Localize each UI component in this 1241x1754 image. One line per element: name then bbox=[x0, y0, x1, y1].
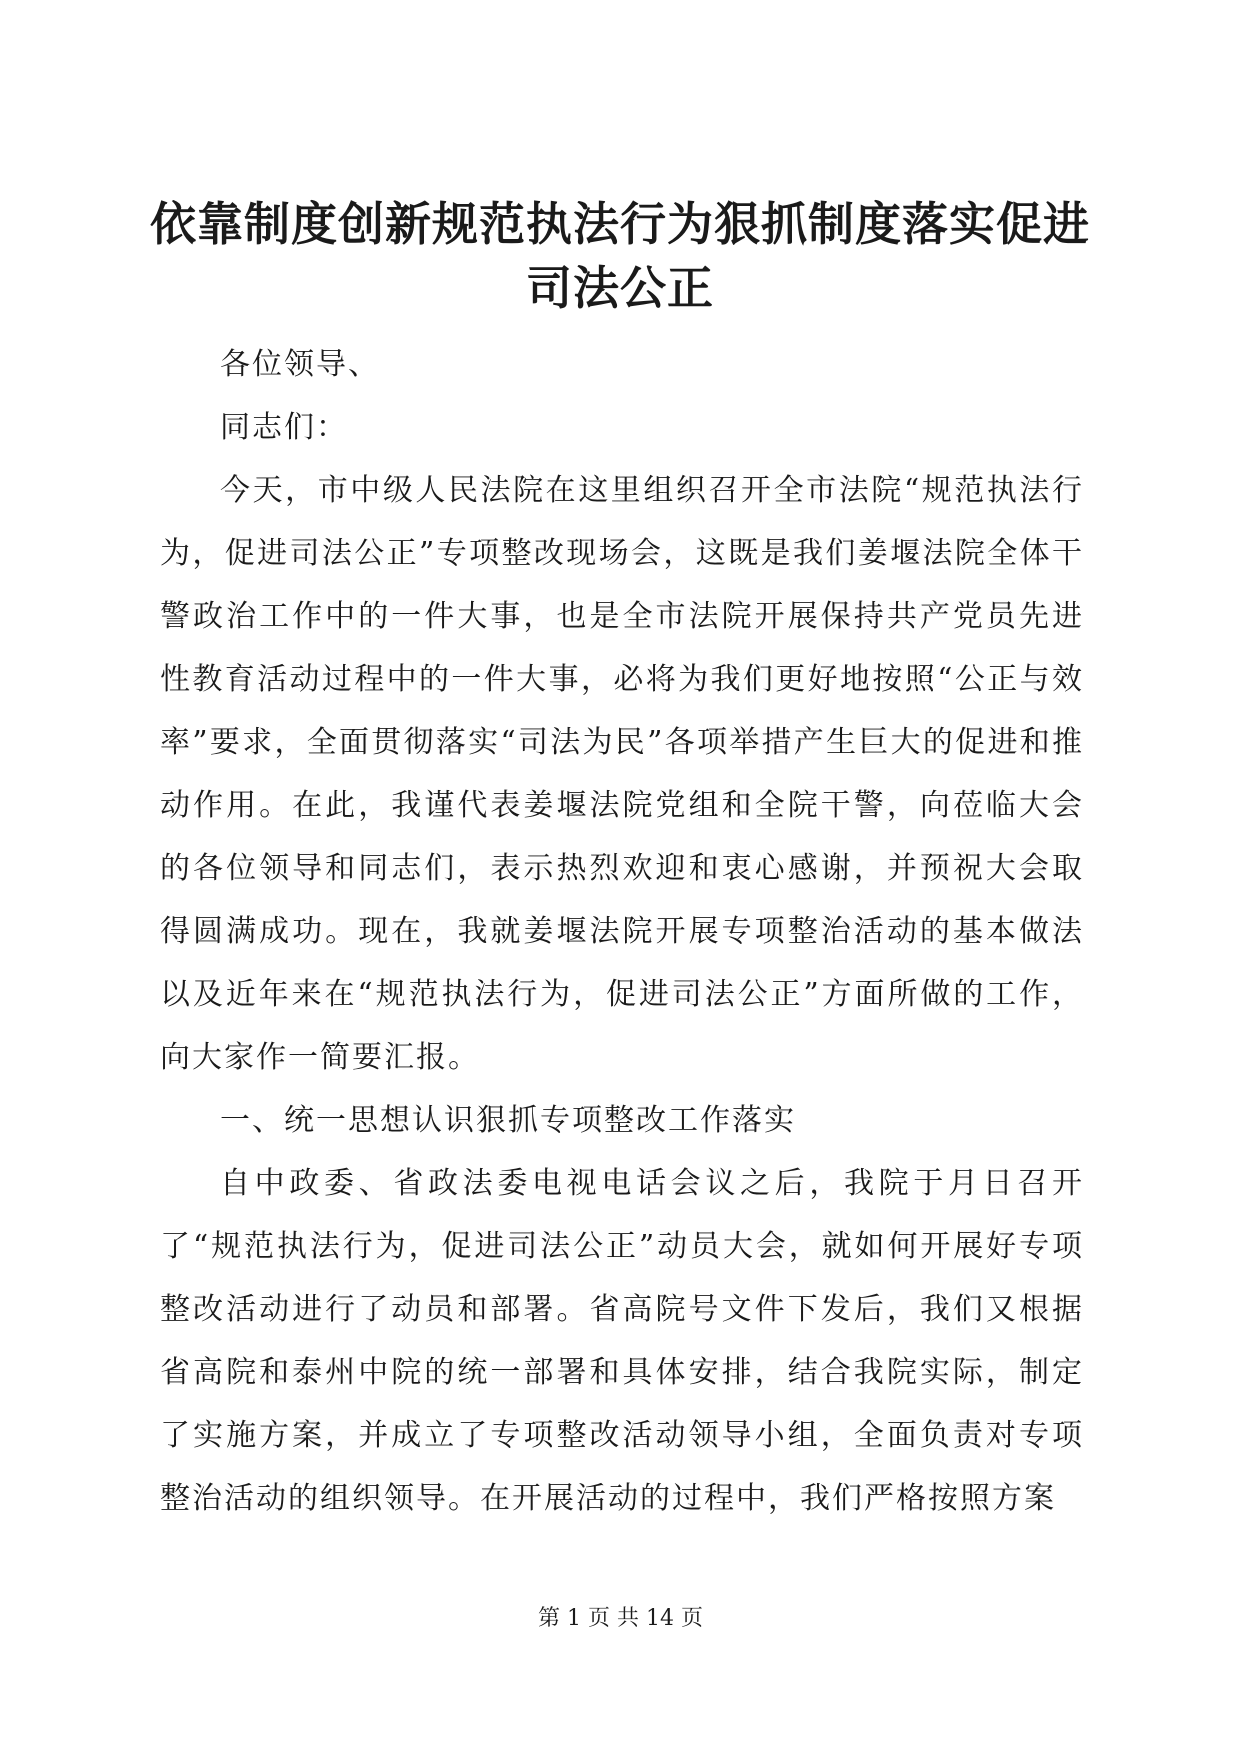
salutation-line-2: 同志们： bbox=[220, 410, 348, 445]
body-paragraph-intro: 今天，市中级人民法院在这里组织召开全市法院“规范执法行为，促进司法公正”专项整改现场会，这既是我们姜堰法院全体干警政治工作中的一件大事，也是全市法院开展保持共产党员先进性教育活动过程中的一件大事，必将为我们更好地按照“公正与效率”要求，全面贯彻落实“司法为民”各项举措产生巨大的促进和推动作用。在此，我谨代表姜堰法院党组和全院干警，向莅临大会的各位领导和同志们，表示热烈欢迎和衷心感谢，并预祝大会取得圆满成功。现在，我就姜堰法院开展专项整治活动的基本做法以及近年来在“规范执法行为，促进司法公正”方面所做的工作，向大家作一简要汇报。 bbox=[160, 473, 1084, 1075]
section-heading-1: 一、统一思想认识狠抓专项整改工作落实 bbox=[220, 1103, 796, 1138]
document-body bbox=[160, 333, 1084, 1530]
document-title: 依靠制度创新规范执法行为狠抓制度落实促进司法公正 bbox=[150, 197, 1090, 315]
salutation-line-1: 各位领导、 bbox=[220, 347, 380, 382]
page-footer: 第 1 页 共 14 页 bbox=[538, 1606, 703, 1631]
body-paragraph-section-1: 自中政委、省政法委电视电话会议之后，我院于月日召开了“规范执法行为，促进司法公正”动员大会，就如何开展好专项整改活动进行了动员和部署。省高院号文件下发后，我们又根据省高院和泰州中院的统一部署和具体安排，结合我院实际，制定了实施方案，并成立了专项整改活动领导小组，全面负责对专项整治活动的组织领导。在开展活动的过程中，我们严格按照方案 bbox=[160, 1166, 1084, 1516]
